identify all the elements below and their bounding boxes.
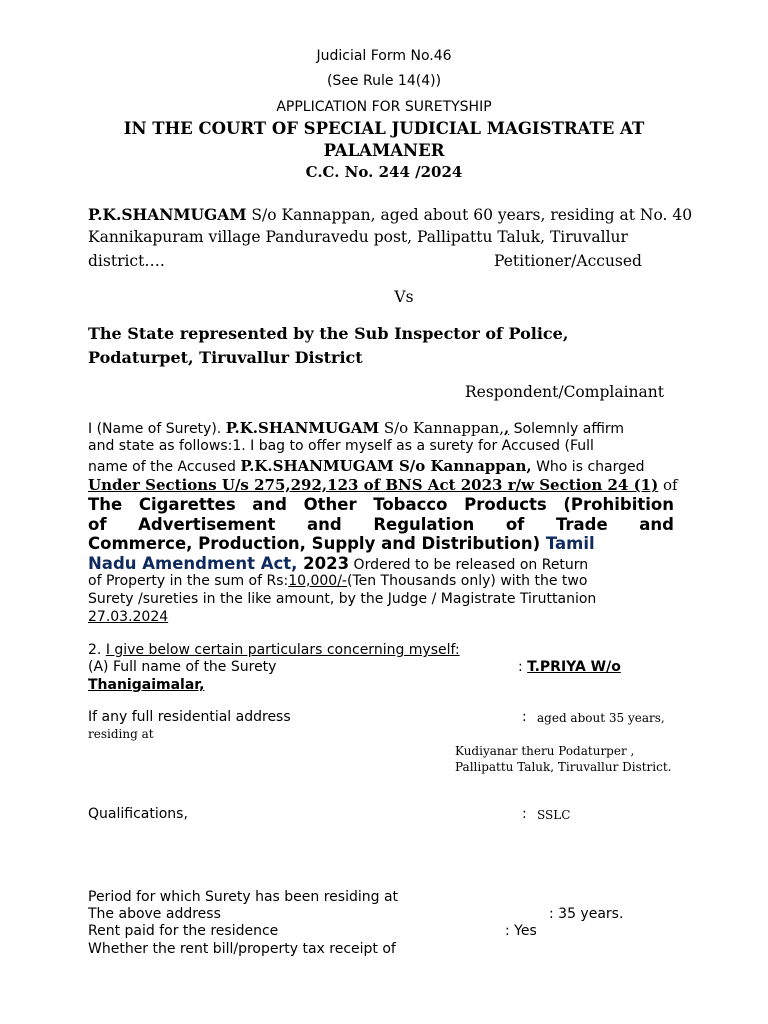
sections-label: Under Sections <box>88 476 222 494</box>
case-number: C.C. No. 244 /2024 <box>305 163 463 181</box>
affirmation-line1: I (Name of Surety). P.K.SHANMUGAM S/o Kannappan,, Solemnly affirm <box>88 419 625 437</box>
petitioner-line3: district…. <box>88 252 165 270</box>
respondent-role: Respondent/Complainant <box>465 383 664 401</box>
period-label-line1: Period for which Surety has been residing at <box>88 889 399 905</box>
qualifications-label: Qualifications, <box>88 806 188 822</box>
act-title-line1: The Cigarettes and Other Tobacco Products (Prohibition <box>88 495 674 514</box>
rent-label: Rent paid for the residence <box>88 923 279 939</box>
act-title-line3: Commerce, Production, Supply and Distribution) Tamil <box>88 534 595 553</box>
act-title-line2: of Advertisement and Regulation of Trade and <box>88 515 674 534</box>
period-value: : 35 years. <box>549 906 624 922</box>
address-residing: residing at <box>88 727 154 741</box>
address-line3: Pallipattu Taluk, Tiruvallur District. <box>455 760 672 774</box>
surety-name: P.K.SHANMUGAM <box>225 419 380 437</box>
application-title: APPLICATION FOR SURETYSHIP <box>276 99 492 115</box>
order-date: 27.03.2024 <box>88 609 169 625</box>
qualifications-colon: : <box>522 806 527 822</box>
versus-label: Vs <box>394 288 414 306</box>
address-line2: Kudiyanar theru Podaturper , <box>455 744 635 758</box>
court-title-line2: PALAMANER <box>323 141 445 160</box>
petitioner-name: P.K.SHANMUGAM <box>88 205 247 224</box>
affirmation-line6: Surety /sureties in the like amount, by the Judge / Magistrate Tiruttanion <box>88 591 597 607</box>
surety-amount: 10,000/- <box>288 573 347 589</box>
affirmation-line3: name of the Accused P.K.SHANMUGAM S/o Kannappan, Who is charged <box>88 457 645 475</box>
affirmation-line4: Under Sections U/s 275,292,123 of BNS Act 2023 r/w Section 24 (1) of <box>88 476 678 494</box>
petitioner-line2: Kannikapuram village Panduravedu post, Pallipattu Taluk, Tiruvallur <box>88 228 628 246</box>
affirmation-line5: of Property in the sum of Rs:10,000/-(Ten Thousands only) with the two <box>88 573 588 589</box>
respondent-line2: Podaturpet, Tiruvallur District <box>88 348 363 367</box>
accused-name: P.K.SHANMUGAM S/o Kannappan, <box>240 457 532 475</box>
petitioner-role: Petitioner/Accused <box>494 252 642 270</box>
respondent-line1: The State represented by the Sub Inspector of Police, <box>88 324 569 343</box>
qualifications-value: SSLC <box>537 808 571 822</box>
surety-name-value-cont: Thanigaimalar, <box>88 677 205 693</box>
rent-value: : Yes <box>505 923 537 939</box>
petitioner-line1: P.K.SHANMUGAM S/o Kannappan, aged about 60 years, residing at No. 40 <box>88 205 693 224</box>
period-label-line2: The above address <box>88 906 221 922</box>
sections-value: U/s 275,292,123 of BNS Act 2023 r/w Section 24 (1) <box>221 476 659 494</box>
rent-bill-label: Whether the rent bill/property tax receipt of <box>88 941 396 957</box>
rule-reference: (See Rule 14(4)) <box>326 73 442 89</box>
address-colon: : <box>522 709 527 725</box>
address-value: aged about 35 years, <box>537 711 665 725</box>
form-number: Judicial Form No.46 <box>316 48 452 64</box>
particulars-intro: 2. I give below certain particulars concerning myself: <box>88 642 460 658</box>
address-label: If any full residential address <box>88 709 291 725</box>
surety-name-value: : T.PRIYA W/o <box>518 659 621 675</box>
court-title-line1: IN THE COURT OF SPECIAL JUDICIAL MAGISTRATE AT <box>123 119 645 138</box>
surety-name-label: (A) Full name of the Surety <box>88 659 277 675</box>
affirmation-line2: and state as follows:1. I bag to offer myself as a surety for Accused (Full <box>88 438 594 454</box>
act-title-line4: Nadu Amendment Act, 2023 Ordered to be released on Return <box>88 554 589 573</box>
